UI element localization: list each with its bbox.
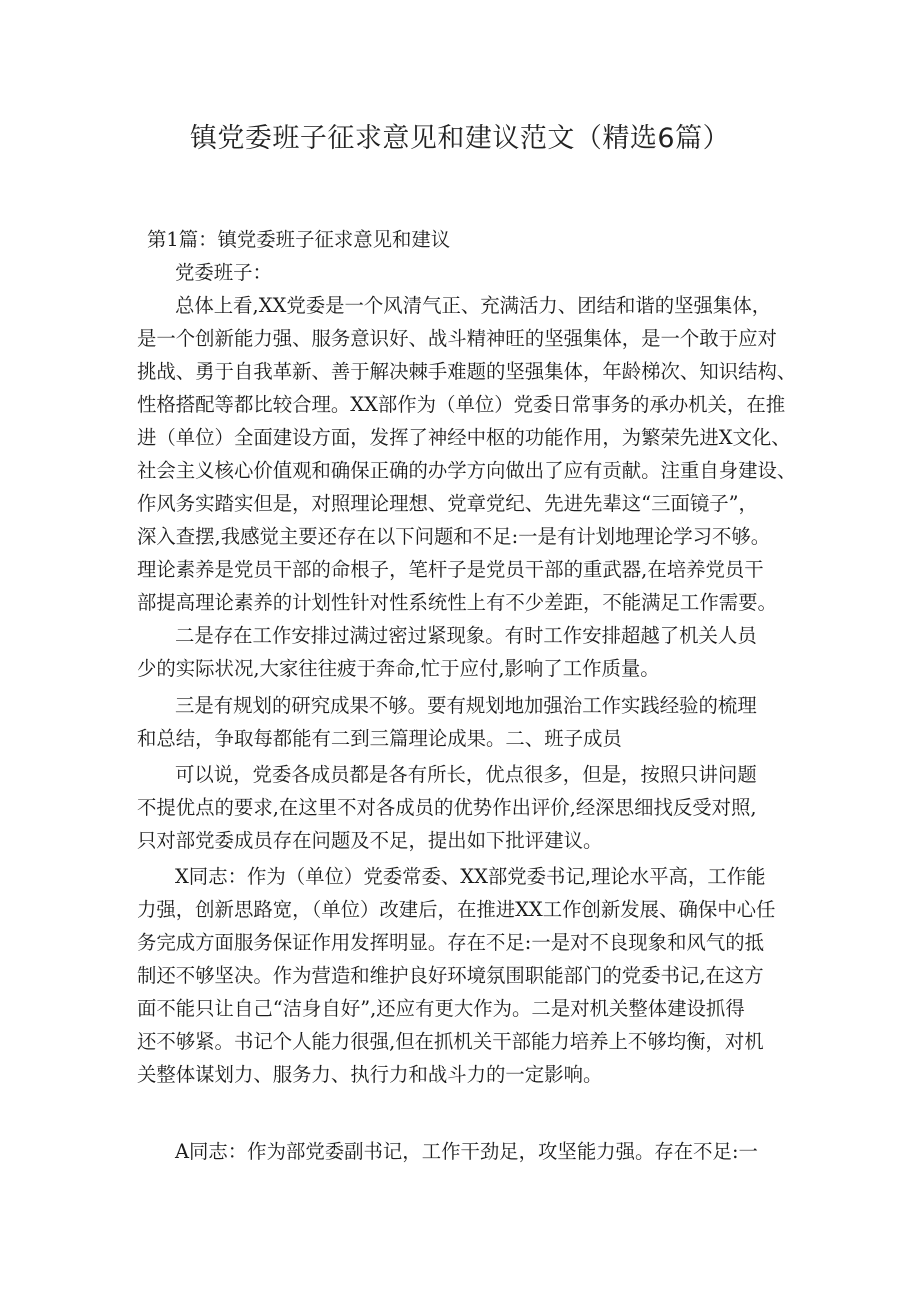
- paragraph-line: 性格搭配等都比较合理。XX部作为（单位）党委日常事务的承办机关，在推: [137, 393, 786, 416]
- paragraph-line: 进（单位）全面建设方面，发挥了神经中枢的功能作用，为繁荣先进X文化、: [137, 426, 791, 449]
- paragraph-line: 部提高理论素养的计划性针对性系统性上有不少差距，不能满足工作需要。: [137, 591, 777, 614]
- paragraph-line: 二是存在工作安排过满过密过紧现象。有时工作安排超越了机关人员: [175, 624, 757, 647]
- paragraph-line: A同志：作为部党委副书记，工作干劲足，攻坚能力强。存在不足:一: [175, 1140, 758, 1163]
- paragraph-line: 少的实际状况,大家往往疲于奔命,忙于应付,影响了工作质量。: [137, 657, 660, 680]
- section-heading: 第1篇：镇党委班子征求意见和建议: [147, 228, 451, 251]
- paragraph-line: 不提优点的要求,在这里不对各成员的优势作出评价,经深思细找反受对照,: [137, 796, 757, 819]
- document-title: 镇党委班子征求意见和建议范文（精选6篇）: [189, 123, 731, 154]
- paragraph-line: 社会主义核心价值观和确保正确的办学方向做出了应有贡献。注重自身建设、: [137, 459, 797, 482]
- paragraph-line: 三是有规划的研究成果不够。要有规划地加强治工作实践经验的梳理: [175, 694, 757, 717]
- paragraph-line: 总体上看,XX党委是一个风清气正、充满活力、团结和谐的坚强集体，: [175, 294, 772, 317]
- paragraph-line: 是一个创新能力强、服务意识好、战斗精神旺的坚强集体，是一个敢于应对: [137, 327, 777, 350]
- paragraph-line: 党委班子：: [175, 261, 272, 284]
- paragraph-line: 可以说，党委各成员都是各有所长，优点很多，但是，按照只讲问题: [175, 763, 757, 786]
- paragraph-line: 深入查摆,我感觉主要还存在以下问题和不足:一是有计划地理论学习不够。: [137, 525, 771, 548]
- paragraph-line: 关整体谋划力、服务力、执行力和战斗力的一定影响。: [137, 1063, 603, 1086]
- paragraph-line: 力强，创新思路宽，（单位）改建后，在推进XX工作创新发展、确保中心任: [137, 898, 776, 921]
- paragraph-line: 理论素养是党员干部的命根子，笔杆子是党员干部的重武器,在培养党员干: [137, 558, 764, 581]
- paragraph-line: 只对部党委成员存在问题及不足，提出如下批评建议。: [137, 829, 603, 852]
- paragraph-line: 制还不够坚决。作为营造和维护良好环境氛围职能部门的党委书记,在这方: [137, 964, 764, 987]
- paragraph-line: 还不够紧。书记个人能力很强,但在抓机关干部能力培养上不够均衡，对机: [137, 1030, 764, 1053]
- paragraph-line: 和总结，争取每都能有二到三篇理论成果。二、班子成员: [137, 727, 622, 750]
- paragraph-line: 面不能只让自己“洁身自好”,还应有更大作为。二是对机关整体建设抓得: [137, 997, 745, 1020]
- paragraph-line: 务完成方面服务保证作用发挥明显。存在不足:一是对不良现象和风气的抵: [137, 931, 765, 954]
- paragraph-line: 挑战、勇于自我革新、善于解决棘手难题的坚强集体，年龄梯次、知识结构、: [137, 360, 797, 383]
- paragraph-line: 作风务实踏实但是，对照理论理想、党章党纪、先进先辈这“三面镜子”，: [137, 492, 758, 515]
- paragraph-line: X同志：作为（单位）党委常委、XX部党委书记,理论水平高，工作能: [175, 865, 766, 888]
